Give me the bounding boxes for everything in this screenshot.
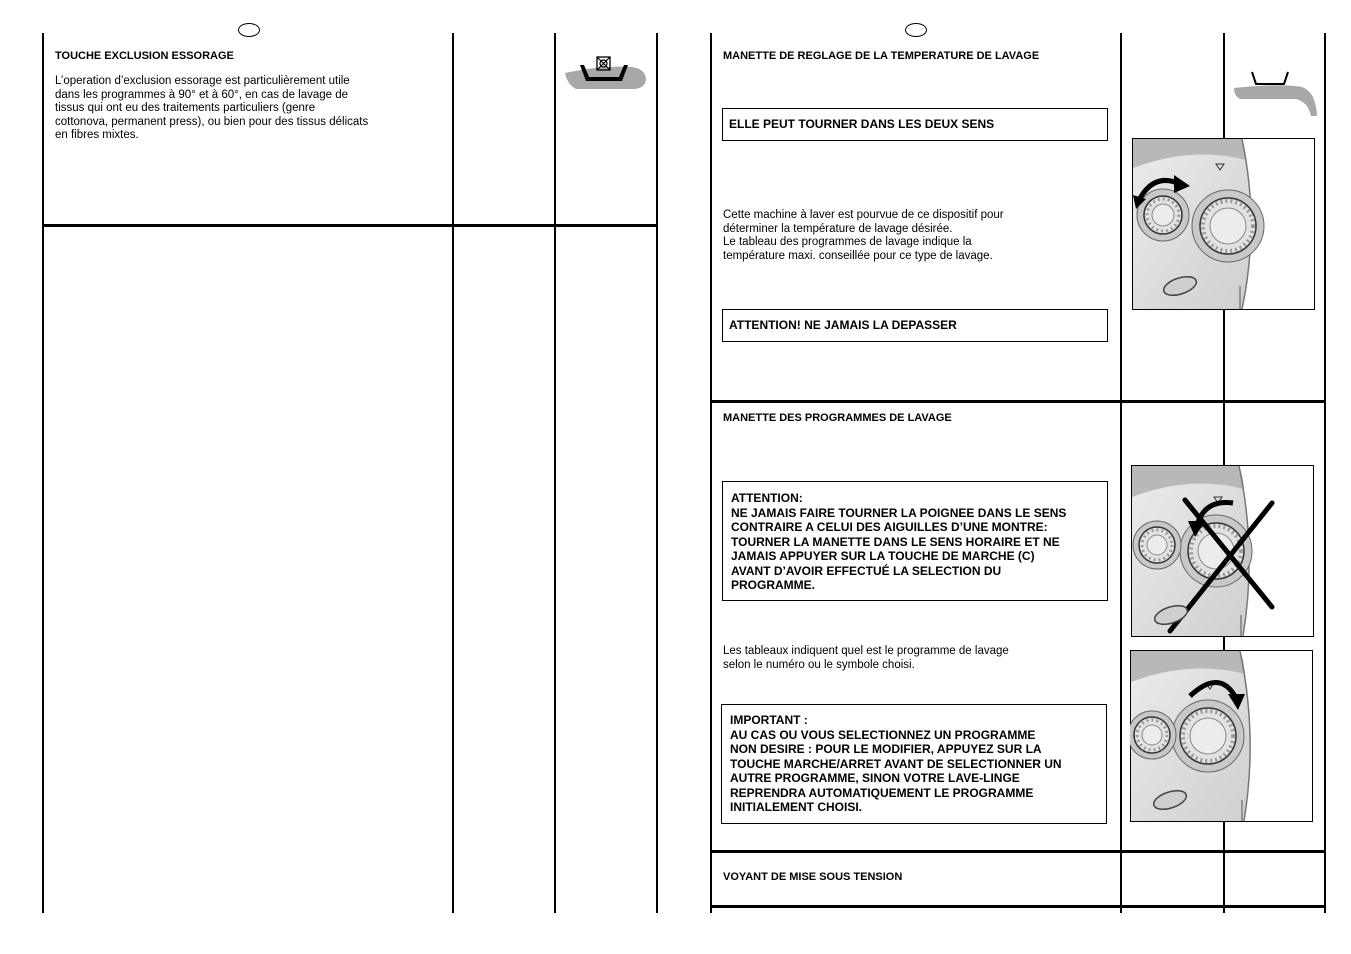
temperature-description bbox=[723, 209, 1004, 263]
spin-exclusion-tub-icon bbox=[562, 54, 648, 92]
right-page-marker bbox=[905, 23, 927, 37]
temperature-dial-cap bbox=[1152, 204, 1174, 226]
temperature-dial-cap bbox=[1142, 725, 1162, 745]
paragraph-line: Cette machine à laver est pourvue de ce dispositif pour bbox=[723, 209, 1004, 221]
right-page-rule-1 bbox=[710, 33, 712, 913]
paragraph-line: tissus qui ont eu des traitements particuliers (genre bbox=[55, 102, 316, 114]
important-line: TOUCHE MARCHE/ARRET AVANT DE SELECTIONNER UN bbox=[730, 756, 1062, 771]
section-title-program-knob: MANETTE DES PROGRAMMES DE LAVAGE bbox=[723, 412, 952, 424]
attention-box bbox=[722, 481, 1108, 601]
important-line: REPRENDRA AUTOMATIQUEMENT LE PROGRAMME bbox=[730, 785, 1034, 800]
note-box-both-directions bbox=[722, 108, 1108, 141]
program-knob-correct-direction-illustration bbox=[1130, 650, 1313, 822]
paragraph-line: déterminer la température de lavage désirée. bbox=[723, 222, 953, 235]
attention-line: NE JAMAIS FAIRE TOURNER LA POIGNEE DANS LE SENS bbox=[731, 505, 1067, 520]
paragraph-line: Le tableau des programmes de lavage indique la bbox=[723, 236, 972, 248]
spin-exclusion-description bbox=[55, 75, 368, 143]
left-page-rule-3 bbox=[554, 33, 556, 913]
right-page-rule-2 bbox=[1120, 33, 1122, 913]
section-title-power-light: VOYANT DE MISE SOUS TENSION bbox=[723, 871, 903, 883]
right-page-rule-4 bbox=[1324, 33, 1326, 913]
temperature-dial-cap bbox=[1147, 535, 1167, 555]
temperature-tub-icon bbox=[1232, 68, 1318, 118]
tub-outline-shape bbox=[1252, 72, 1288, 84]
important-line: AUTRE PROGRAMME, SINON VOTRE LAVE-LINGE bbox=[730, 771, 1020, 785]
right-page-divider-power bbox=[710, 850, 1325, 853]
important-line: NON DESIRE : POUR LE MODIFIER, APPUYEZ SUR LA bbox=[730, 742, 1042, 756]
warning-box-do-not-exceed bbox=[722, 309, 1108, 342]
attention-line: ATTENTION: bbox=[731, 491, 803, 505]
important-line: AU CAS OU VOUS SELECTIONNEZ UN PROGRAMME bbox=[730, 727, 1036, 742]
paragraph-line: dans les programmes à 90° et à 60°, en cas de lavage de bbox=[55, 88, 349, 101]
right-page-bottom-rule bbox=[710, 905, 1325, 908]
paragraph-line: température maxi. conseillée pour ce type de lavage. bbox=[723, 249, 993, 262]
program-knob-wrong-direction-illustration bbox=[1131, 465, 1314, 637]
left-page-marker bbox=[238, 23, 260, 37]
attention-line: PROGRAMME. bbox=[731, 578, 815, 592]
program-dial-cap bbox=[1190, 718, 1226, 754]
section-title-spin-exclusion: TOUCHE EXCLUSION ESSORAGE bbox=[55, 50, 234, 62]
grey-swoosh-shape bbox=[1234, 85, 1317, 116]
important-line: INITIALEMENT CHOISI. bbox=[730, 800, 862, 814]
left-page-rule-4 bbox=[656, 33, 658, 913]
attention-line: JAMAIS APPUYER SUR LA TOUCHE DE MARCHE (C) bbox=[731, 549, 1035, 563]
right-page-divider-programmes bbox=[710, 400, 1325, 403]
left-page-section-divider bbox=[42, 224, 657, 227]
warning-box-text: ATTENTION! NE JAMAIS LA DEPASSER bbox=[729, 318, 957, 332]
note-box-text: ELLE PEUT TOURNER DANS LES DEUX SENS bbox=[729, 117, 995, 131]
paragraph-line: en fibres mixtes. bbox=[55, 129, 139, 141]
important-line: IMPORTANT : bbox=[730, 713, 808, 727]
section-title-temperature-knob: MANETTE DE REGLAGE DE LA TEMPERATURE DE LAVAGE bbox=[723, 50, 1040, 62]
attention-line: TOURNER LA MANETTE DANS LE SENS HORAIRE ET NE bbox=[731, 534, 1060, 549]
attention-line: AVANT D’AVOIR EFFECTUÉ LA SELECTION DU bbox=[731, 563, 1002, 578]
paragraph-line: selon le numéro ou le symbole choisi. bbox=[723, 658, 915, 671]
program-dial-cap bbox=[1210, 208, 1246, 244]
important-box bbox=[721, 704, 1107, 824]
left-page-rule-1 bbox=[42, 33, 44, 913]
paragraph-line: L’operation d’exclusion essorage est particulièrement utile bbox=[55, 75, 350, 87]
left-page-rule-2 bbox=[452, 33, 454, 913]
paragraph-line: cottonova, permanent press), ou bien pour des tissus délicats bbox=[55, 115, 369, 128]
temperature-knob-illustration bbox=[1132, 138, 1315, 310]
attention-line: CONTRAIRE A CELUI DES AIGUILLES D’UNE MONTRE: bbox=[731, 520, 1048, 534]
program-tables-description bbox=[723, 645, 1009, 672]
paragraph-line: Les tableaux indiquent quel est le programme de lavage bbox=[723, 645, 1009, 657]
